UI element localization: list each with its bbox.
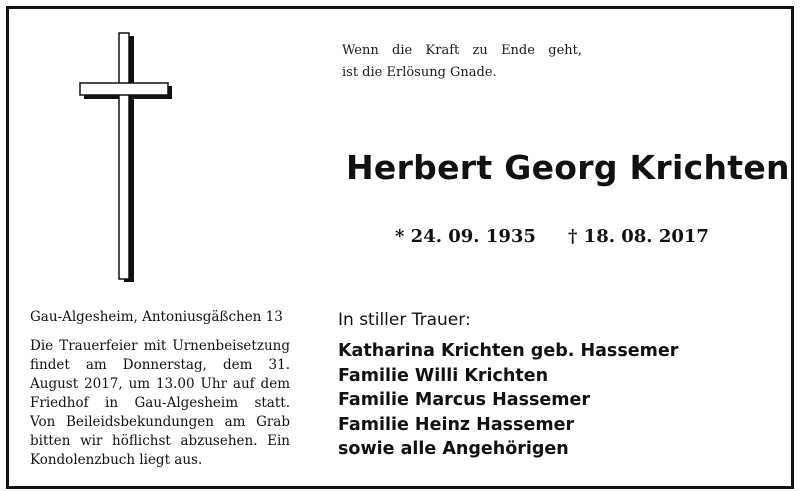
- mourning-heading: In stiller Trauer:: [338, 310, 471, 330]
- notice-line: Friedhof in Gau-Algesheim statt.: [30, 395, 290, 411]
- mourner: Familie Heinz Hassemer: [338, 414, 575, 435]
- notice-line: bitten wir höflichst abzusehen. Ein: [30, 433, 290, 449]
- deceased-name: Herbert Georg Krichten: [346, 148, 790, 187]
- mourner: sowie alle Angehörigen: [338, 439, 569, 459]
- mourner: Katharina Krichten geb. Hassemer: [338, 341, 679, 361]
- mourners-list: [338, 339, 678, 462]
- notice-line: findet am Donnerstag, dem 31.: [30, 357, 290, 373]
- notice-line: Die Trauerfeier mit Urnenbeisetzung: [30, 338, 290, 354]
- motto-line-2: ist die Erlösung Gnade.: [342, 65, 497, 80]
- birth-date: * 24. 09. 1935: [395, 226, 536, 247]
- mourner: Familie Marcus Hassemer: [338, 390, 591, 410]
- latin-cross-icon: [78, 32, 172, 284]
- motto-line-1: Wenn die Kraft zu Ende geht,: [342, 43, 582, 58]
- mourner: Familie Willi Krichten: [338, 365, 549, 386]
- notice-line: Kondolenzbuch liegt aus.: [30, 452, 203, 468]
- address: Gau-Algesheim, Antoniusgäßchen 13: [30, 309, 283, 325]
- motto: [342, 40, 582, 84]
- notice-line: August 2017, um 13.00 Uhr auf dem: [30, 376, 290, 392]
- notice-line: Von Beileidsbekundungen am Grab: [30, 414, 290, 430]
- funeral-notice: [30, 337, 290, 470]
- death-date: † 18. 08. 2017: [568, 226, 709, 247]
